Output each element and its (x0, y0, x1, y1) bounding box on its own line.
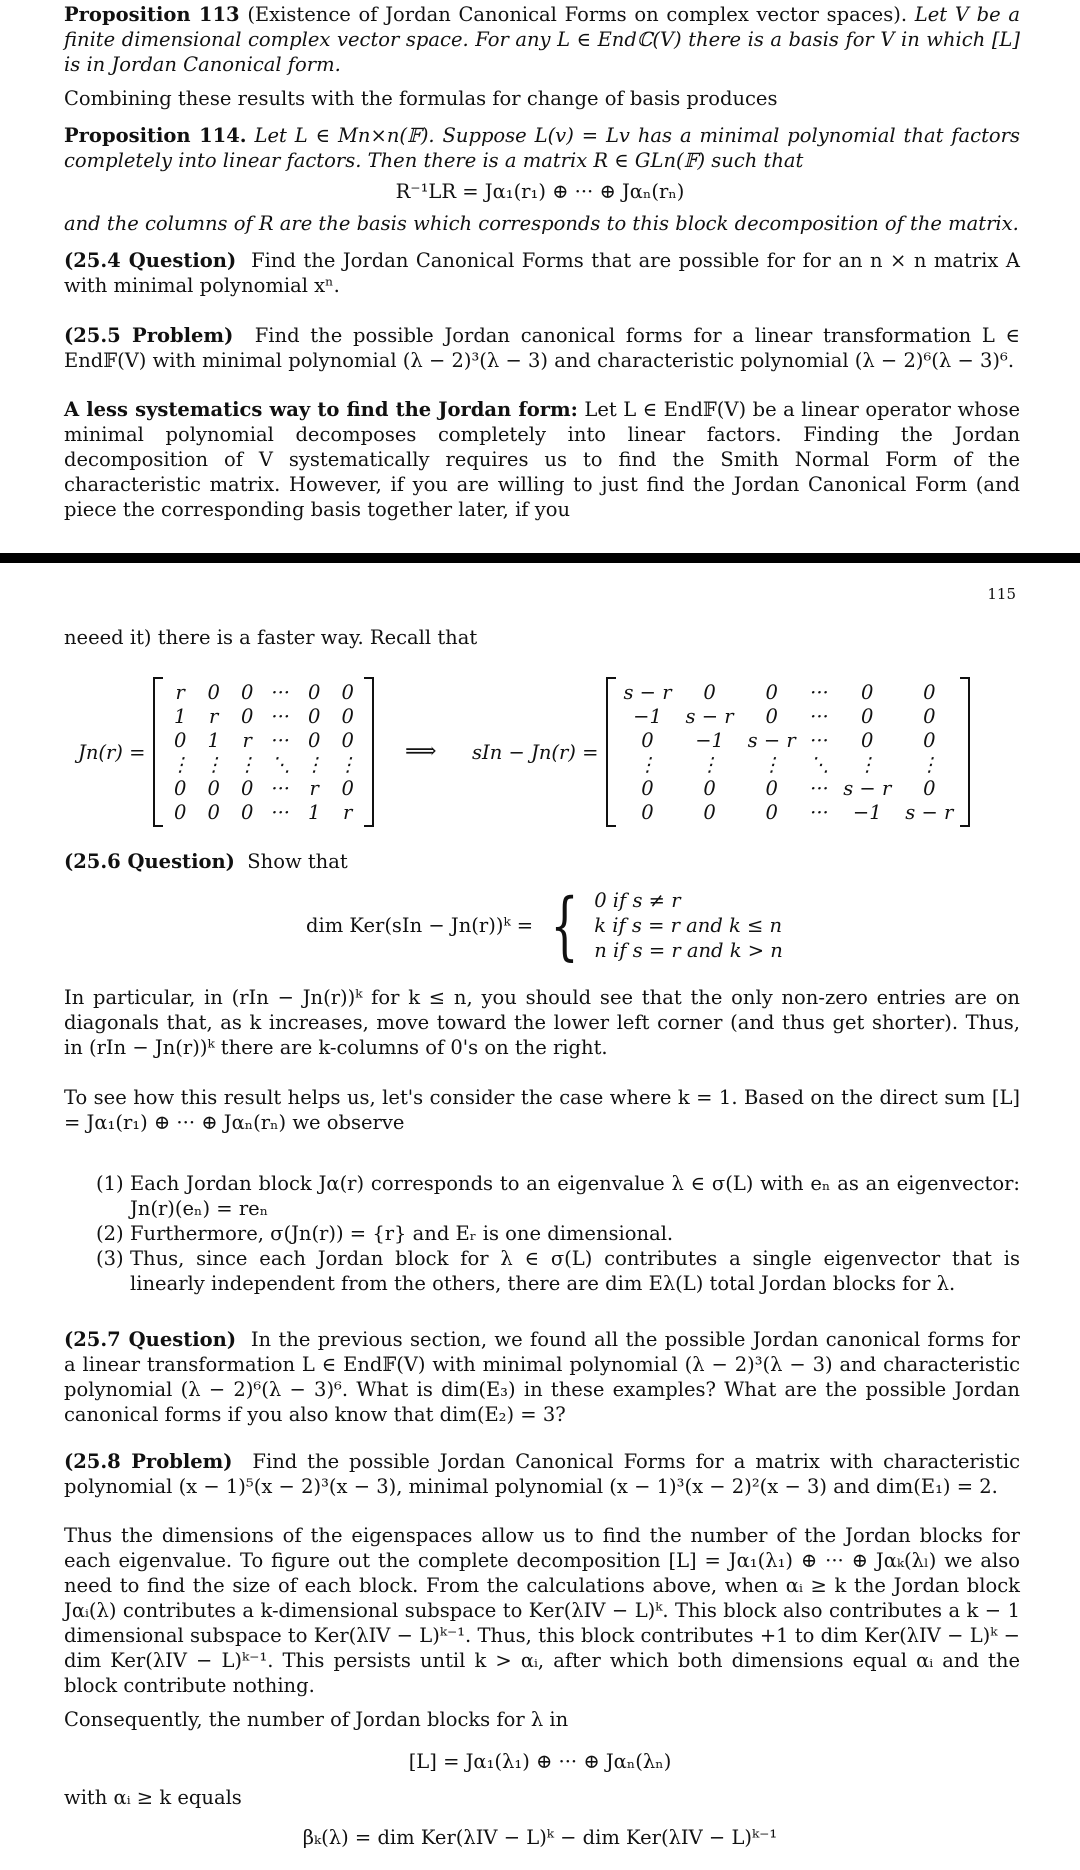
matrix-cell: ··· (271, 728, 290, 752)
proposition-114 (64, 123, 1020, 173)
matrix-row (616, 776, 960, 800)
matrix-row (616, 800, 960, 824)
matrix-cell: 0 (307, 704, 321, 728)
particular-para: In particular, in (rIn − Jn(r))ᵏ for k ≤ n, you should see that the only non-zero entries are on diagonals that, as k increases, move toward the lower left corner (and thus get shorter). Thus, in (rIn − Jn(r))ᵏ there are k-columns of 0's on the right. (64, 986, 1020, 1059)
page-number: 115 (987, 585, 1016, 603)
q256-body: Show that (247, 850, 348, 873)
problem-25-8 (64, 1449, 1020, 1499)
matrix-cell: −1 (695, 728, 724, 752)
lesssys-body: Let L ∈ End𝔽(V) be a linear operator whose minimal polynomial decomposes completely into linear factors. Finding the Jordan decomposition of V systematically requires us to find the Smith Normal Form of the characteristic matrix. However, if you are willing to just find the Jordan Canonical Form (and piece the corresponding basis together later, if you (64, 398, 1020, 521)
matrix-cell: 0 (641, 728, 654, 752)
matrix-cell: ··· (271, 704, 290, 728)
matrix-cell: ⋮ (857, 752, 877, 776)
matrix-cell: 0 (641, 776, 654, 800)
intro-text: neeed it) there is a faster way. Recall that (64, 626, 478, 649)
matrix-row (616, 680, 960, 704)
matrix-cell: 0 (765, 800, 778, 824)
matrix-row (163, 704, 364, 728)
q254-body: Find the Jordan Canonical Forms that are possible for for an n × n matrix A with minimal polynomial xⁿ. (64, 249, 1020, 297)
prop113-paren: (Existence of Jordan Canonical Forms on complex vector spaces). (247, 3, 908, 26)
p258-head: (25.8 Problem) (64, 1450, 233, 1473)
matrix-cell: −1 (633, 704, 662, 728)
matrix-cell: ⋮ (637, 752, 658, 776)
beta-equation: βₖ(λ) = dim Ker(λIV − L)ᵏ − dim Ker(λIV − L)ᵏ⁻¹ (302, 1826, 778, 1849)
matrix-cell: 0 (765, 680, 778, 704)
jn-matrix-table (163, 680, 364, 824)
matrix-row (163, 680, 364, 704)
prop114-head: Proposition 114. (64, 124, 247, 147)
matrix-cell: 0 (341, 776, 354, 800)
matrix-cell: 0 (923, 776, 936, 800)
matrix-cell: 0 (861, 728, 874, 752)
matrix-cell: r (242, 728, 252, 752)
matrix-cell: s − r (905, 800, 954, 824)
matrix-cell: 0 (861, 704, 874, 728)
matrix-cell: 0 (923, 680, 936, 704)
case-lines (594, 888, 783, 963)
to-see-para: To see how this result helps us, let's consider the case where k = 1. Based on the direct sum [L] = Jα₁(r₁) ⊕ ··· ⊕ Jαₙ(rₙ) we observe (64, 1086, 1020, 1134)
case-line: 0 if s ≠ r (594, 889, 681, 912)
matrix-cell: ⋮ (304, 752, 324, 776)
sij-label: sIn − Jn(r) = (472, 740, 599, 764)
dim-ker-cases (306, 882, 783, 969)
question-25-7 (64, 1327, 1020, 1427)
consequently-text: Consequently, the number of Jordan blocks for λ in (64, 1708, 569, 1731)
matrix-cell: 0 (240, 800, 254, 824)
left-bracket (606, 677, 616, 827)
less-systematic-para (64, 397, 1020, 522)
observation-list (96, 1171, 1020, 1296)
q257-body: In the previous section, we found all the possible Jordan canonical forms for a linear transformation L ∈ End𝔽(V) with minimal polynomial (λ − 2)³(λ − 3) and characteristic polynomial (λ − 2)⁶(λ − 3)⁶. What is dim(E₃) in these examples? What are the possible Jordan canonical forms if you also know that dim(E₂) = 3? (64, 1328, 1020, 1426)
matrix-cell: s − r (843, 776, 892, 800)
matrix-cell: ⋮ (761, 752, 782, 776)
matrix-cell: 0 (341, 728, 354, 752)
matrix-cell: ··· (810, 776, 829, 800)
matrix-cell: −1 (852, 800, 882, 824)
page-divider (0, 553, 1080, 563)
with-text: with αᵢ ≥ k equals (64, 1786, 242, 1809)
q256-head: (25.6 Question) (64, 850, 235, 873)
lesssys-head: A less systematics way to find the Jordan form: (64, 398, 578, 421)
matrix-cell: 0 (765, 776, 778, 800)
prop114-body: Let L ∈ Mn×n(𝔽). Suppose L(v) = Lv has a minimal polynomial that factors completely into linear factors. Then there is a matrix R ∈ GLn(𝔽) such that (64, 124, 1020, 172)
page-top (0, 0, 1080, 555)
case-line: n if s = r and k > n (594, 939, 783, 962)
matrix-cell: s − r (747, 728, 796, 752)
matrix-cell: 0 (765, 704, 778, 728)
matrix-cell: ⋮ (337, 752, 358, 776)
matrix-row (163, 776, 364, 800)
thus-para: Thus the dimensions of the eigenspaces allow us to find the number of the Jordan blocks for each eigenvalue. To figure out the complete decomposition [L] = Jα₁(λ₁) ⊕ ··· ⊕ Jαₖ(λₗ) we also need to find the size of each block. From the calculations above, when αᵢ ≥ k the Jordan block Jαᵢ(λ) contributes a k-dimensional subspace to Ker(λIV − L)ᵏ. This block also contributes a k − 1 dimensional subspace to Ker(λIV − L)ᵏ⁻¹. Thus, this block contributes +1 to dim Ker(λIV − L)ᵏ − dim Ker(λIV − L)ᵏ⁻¹. This persists until k > αᵢ, after which both dimensions equal αᵢ and the block contribute nothing. (64, 1524, 1020, 1697)
matrix-cell: ⋮ (170, 752, 190, 776)
dimker-lhs: dim Ker(sIn − Jn(r))ᵏ = (306, 914, 534, 937)
right-bracket (960, 677, 970, 827)
shifted-matrix (472, 677, 970, 827)
matrix-cell: ⋮ (699, 752, 720, 776)
matrix-cell: r (175, 680, 185, 704)
matrix-cell: ⋮ (237, 752, 257, 776)
matrix-cell: ··· (810, 728, 829, 752)
matrix-cell: 0 (207, 800, 220, 824)
combining-text: Combining these results with the formulas for change of basis produces (64, 87, 778, 110)
matrix-row (163, 752, 364, 776)
question-25-4 (64, 248, 1020, 298)
matrix-cell: ⋮ (919, 752, 940, 776)
matrix-cell: 0 (240, 680, 254, 704)
matrix-cell: s − r (685, 704, 734, 728)
matrix-row (163, 800, 364, 824)
matrix-cell: 0 (173, 776, 187, 800)
matrix-cell: r (209, 704, 219, 728)
matrix-cell: r (309, 776, 319, 800)
matrix-cell: ··· (271, 680, 290, 704)
matrix-cell: 0 (207, 776, 220, 800)
matrix-row (616, 704, 960, 728)
matrix-cell: ··· (271, 776, 290, 800)
matrix-cell: 1 (173, 704, 187, 728)
list-item: (1) Each Jordan block Jα(r) corresponds to an eigenvalue λ ∈ σ(L) with eₙ as an eigenvector: Jn(r)(eₙ) = reₙ (96, 1172, 1020, 1220)
matrix-cell: 0 (341, 704, 354, 728)
matrix-cell: ⋱ (809, 752, 830, 776)
matrix-cell: 0 (307, 680, 321, 704)
matrix-cell: 1 (307, 800, 321, 824)
matrix-cell: 0 (307, 728, 321, 752)
case-line: k if s = r and k ≤ n (594, 914, 783, 937)
left-brace: { (550, 882, 579, 969)
jordan-block-matrix (78, 677, 374, 827)
matrix-row (163, 728, 364, 752)
matrix-cell: 1 (207, 728, 220, 752)
left-bracket (153, 677, 163, 827)
matrix-cell: 0 (641, 800, 654, 824)
list-item: (3) Thus, since each Jordan block for λ ∈ σ(L) contributes a single eigenvector that is linearly independent from the others, there are dim Eλ(L) total Jordan blocks for λ. (96, 1247, 1020, 1295)
jn-label: Jn(r) = (78, 740, 146, 764)
p255-body: Find the possible Jordan canonical forms for a linear transformation L ∈ End𝔽(V) with minimal polynomial (λ − 2)³(λ − 3) and characteristic polynomial (λ − 2)⁶(λ − 3)⁶. (64, 324, 1020, 372)
matrix-cell: ⋱ (270, 752, 291, 776)
matrix-cell: ··· (810, 680, 829, 704)
right-bracket (364, 677, 374, 827)
matrix-cell: 0 (240, 776, 254, 800)
matrix-cell: 0 (207, 680, 220, 704)
matrix-row (616, 752, 960, 776)
page-bottom (0, 563, 1080, 1870)
prop114-after: and the columns of R are the basis which corresponds to this block decomposition of the matrix. (64, 212, 1019, 235)
sij-matrix-table (616, 680, 960, 824)
matrix-cell: 0 (703, 800, 716, 824)
matrix-cell: ··· (810, 704, 829, 728)
matrix-cell: ⋮ (203, 752, 224, 776)
q254-head: (25.4 Question) (64, 249, 237, 272)
matrix-cell: ··· (810, 800, 829, 824)
matrix-cell: 0 (923, 728, 936, 752)
prop113-head: Proposition 113 (64, 3, 240, 26)
matrix-cell: 0 (173, 800, 187, 824)
matrix-row (616, 728, 960, 752)
p258-body: Find the possible Jordan Canonical Forms for a matrix with characteristic polynomial (x − 1)⁵(x − 2)³(x − 3), minimal polynomial (x − 1)³(x − 2)²(x − 3) and dim(E₁) = 2. (64, 1450, 1020, 1498)
p255-head: (25.5 Problem) (64, 324, 234, 347)
list-item: (2) Furthermore, σ(Jn(r)) = {r} and Eᵣ is one dimensional. (96, 1222, 674, 1245)
matrix-cell: r (343, 800, 353, 824)
matrix-cell: 0 (703, 680, 716, 704)
direct-sum-equation: [L] = Jα₁(λ₁) ⊕ ··· ⊕ Jαₙ(λₙ) (408, 1750, 672, 1773)
prop114-equation: R⁻¹LR = Jα₁(r₁) ⊕ ··· ⊕ Jαₙ(rₙ) (395, 180, 685, 203)
matrix-cell: ··· (271, 800, 290, 824)
matrix-cell: s − r (623, 680, 672, 704)
matrix-cell: 0 (923, 704, 936, 728)
problem-25-5 (64, 323, 1020, 373)
matrix-cell: 0 (861, 680, 874, 704)
matrix-cell: 0 (341, 680, 354, 704)
implies-arrow: ⟹ (405, 739, 437, 764)
matrix-cell: 0 (240, 704, 254, 728)
matrix-cell: 0 (173, 728, 187, 752)
question-25-6 (64, 849, 1020, 874)
matrix-cell: 0 (703, 776, 716, 800)
q257-head: (25.7 Question) (64, 1328, 237, 1351)
prop113-body: Let V be a finite dimensional complex vector space. For any L ∈ Endℂ(V) there is a basis for V in which [L] is in Jordan Canonical form. (64, 3, 1021, 76)
proposition-113 (64, 2, 1020, 77)
